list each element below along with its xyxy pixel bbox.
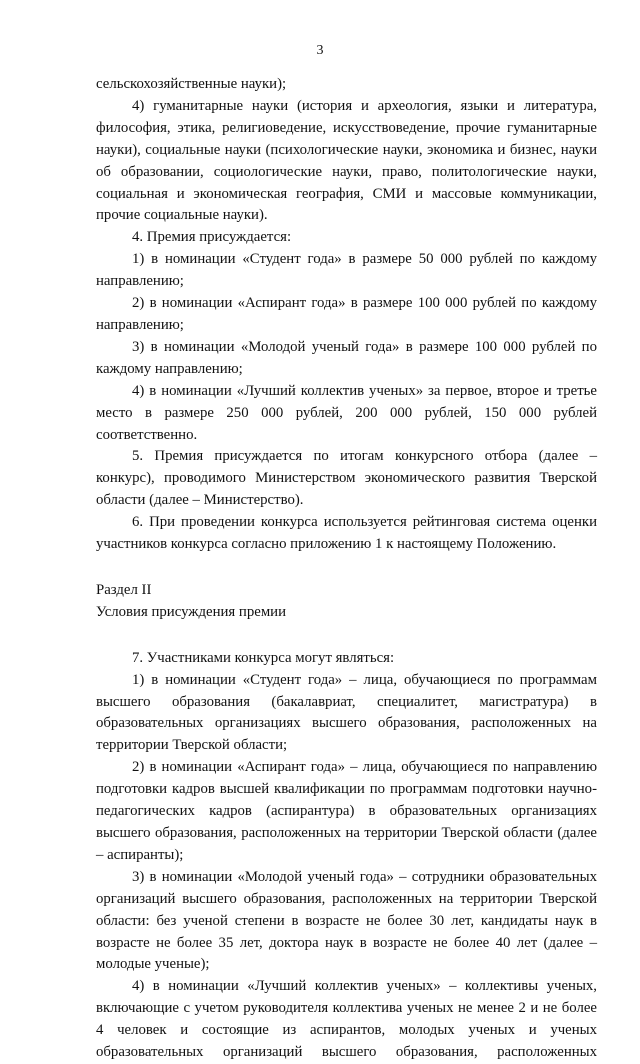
paragraphs-after-section (96, 648, 597, 1064)
paragraphs-before-section (96, 74, 597, 556)
paragraph: 7. Участниками конкурса могут являться: (132, 649, 395, 666)
paragraph: 6. При проведении конкурса используется рейтинговая система оценки участников конкурса согласно приложению 1 к настоящему Положению. (96, 514, 597, 553)
paragraph: 2) в номинации «Аспирант года» – лица, обучающиеся по направлению подготовки кадров высшей квалификации по программам подготовки научно-педагогических кадров (аспирантура) в образовательных организациях высшего образования, расположенных на территории Тверской области (далее – аспиранты); (96, 759, 597, 863)
paragraph: 4) в номинации «Лучший коллектив ученых» за первое, второе и третье место в размере 250 000 рублей, 200 000 рублей, 150 000 рублей соответственно. (96, 382, 597, 443)
paragraph: 3) в номинации «Молодой ученый года» в размере 100 000 рублей по каждому направлению; (96, 338, 597, 377)
paragraph: 3) в номинации «Молодой ученый года» – сотрудники образовательных организаций высшего образования, расположенных на территории Тверской области: без ученой степени в возрасте не более 30 лет, кандидаты наук в возрасте не более 35 лет, доктора наук в возрасте не более 40 лет (далее – молодые ученые); (96, 868, 597, 973)
paragraph: 1) в номинации «Студент года» – лица, обучающиеся по программам высшего образования (бакалавриат, специалитет, магистратура) в образовательных организациях высшего образования, расположенных на территории Тверской области; (96, 671, 597, 754)
paragraph: 4. Премия присуждается: (132, 229, 292, 246)
section-number: Раздел II (96, 581, 152, 598)
paragraph: 5. Премия присуждается по итогам конкурсного отбора (далее – конкурс), проводимого Министерством экономического развития Тверской области (далее – Министерство). (96, 448, 597, 509)
paragraph: 4) в номинации «Лучший коллектив ученых» – коллективы ученых, включающие с учетом руководителя коллектива ученых не менее 2 и не более 4 человек и состоящие из аспирантов, молодых ученых и ученых образовательных организаций высшего образования, расположенных (96, 978, 597, 1061)
paragraph: 4) гуманитарные науки (история и археология, языки и литература, философия, этика, религиоведение, искусствоведение, прочие гуманитарные науки), социальные науки (психологические науки, экономика и бизнес, науки об образовании, социологические науки, право, политологические науки, социальная и экономическая география, СМИ и массовые коммуникации, прочие социальные науки). (96, 97, 597, 224)
paragraph: 2) в номинации «Аспирант года» в размере 100 000 рублей по каждому направлению; (96, 295, 597, 333)
paragraph: 1) в номинации «Студент года» в размере 50 000 рублей по каждому направлению; (96, 251, 597, 290)
page-number: 3 (316, 43, 324, 58)
paragraph: сельскохозяйственные науки); (96, 76, 287, 92)
section-title: Условия присуждения премии (96, 603, 287, 620)
document-body (96, 74, 597, 1064)
